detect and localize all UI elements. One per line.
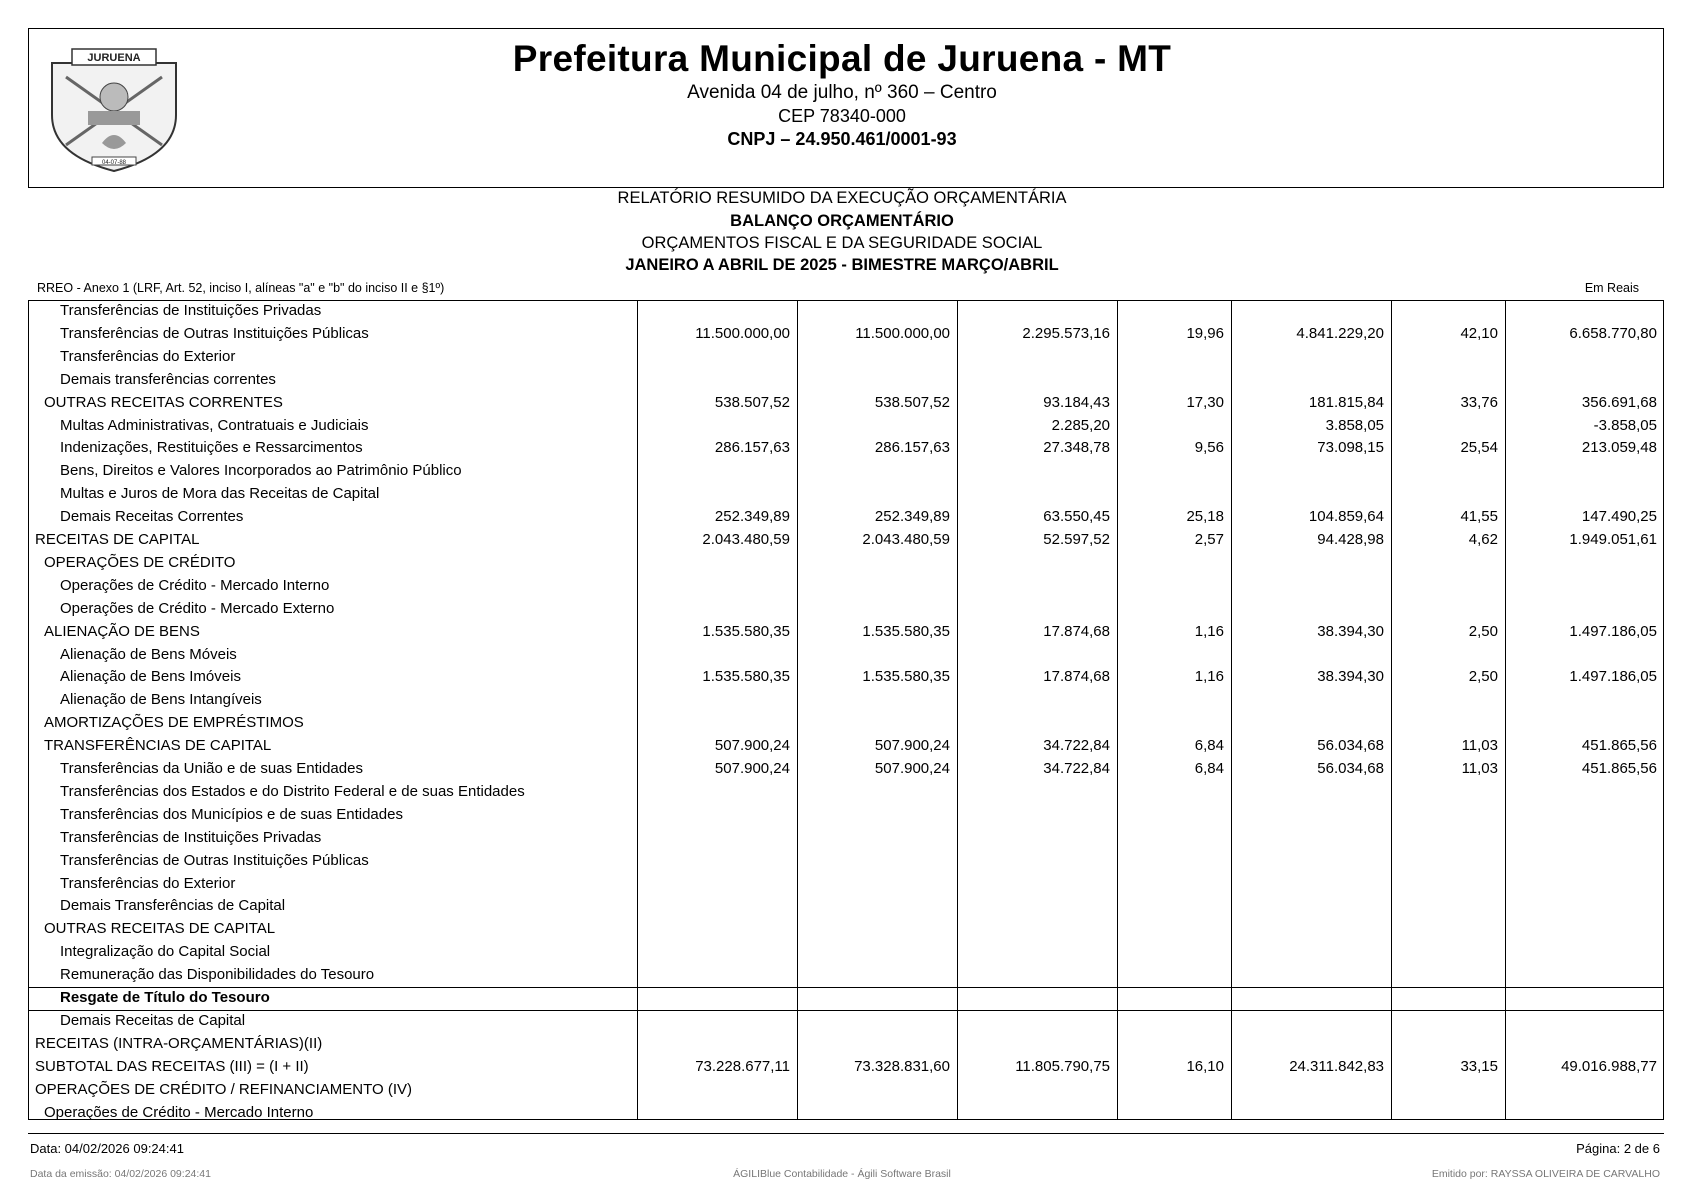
row-label: Operações de Crédito - Mercado Interno [44, 1103, 314, 1121]
row-label: Alienação de Bens Imóveis [60, 668, 241, 686]
table-row [28, 392, 1664, 415]
annex-reference: RREO - Anexo 1 (LRF, Art. 52, inciso I, alíneas "a" e "b" do inciso II e §1º) [37, 281, 445, 295]
table-row [28, 483, 1664, 506]
row-value-col-3: 63.550,45 [1043, 508, 1110, 526]
row-label: ALIENAÇÃO DE BENS [44, 622, 200, 640]
footer-page-number: Página: 2 de 6 [1576, 1141, 1660, 1156]
row-label: AMORTIZAÇÕES DE EMPRÉSTIMOS [44, 714, 304, 732]
row-value-col-6: 4,62 [1468, 531, 1498, 548]
table-row [28, 873, 1664, 896]
table-row [28, 1010, 1664, 1033]
row-value-col-1: 538.507,52 [714, 393, 790, 411]
table-row [28, 666, 1664, 689]
row-value-col-1: 507.900,24 [714, 737, 790, 755]
row-value-col-5: 38.394,30 [1317, 668, 1384, 686]
row-label: Demais Receitas Correntes [60, 508, 244, 526]
row-value-col-2: 252.349,89 [874, 508, 950, 526]
row-value-col-3: 2.285,20 [1051, 416, 1110, 434]
row-value-col-1: 1.535.580,35 [702, 668, 790, 686]
row-label: Demais transferências correntes [60, 370, 276, 388]
row-value-col-4: 6,84 [1194, 737, 1224, 755]
row-label: Transferências de Outras Instituições Públicas [60, 324, 369, 342]
row-label: OUTRAS RECEITAS CORRENTES [44, 393, 283, 411]
org-cep: CEP 78340-000 [778, 106, 906, 126]
row-label: Alienação de Bens Intangíveis [60, 691, 262, 709]
row-value-col-6: 2,50 [1468, 668, 1498, 686]
unit-label: Em Reais [1584, 281, 1639, 295]
table-row [28, 598, 1664, 621]
row-value-col-5: 104.859,64 [1308, 508, 1384, 526]
row-value-col-4: 17,30 [1186, 393, 1224, 411]
row-value-col-1: 507.900,24 [714, 760, 790, 777]
row-value-col-3: 27.348,78 [1043, 439, 1110, 457]
row-value-col-2: 1.535.580,35 [862, 668, 950, 686]
row-value-col-7: 213.059,48 [1581, 439, 1657, 457]
table-row [28, 621, 1664, 644]
table-row [28, 644, 1664, 667]
row-label: Remuneração das Disponibilidades do Tesouro [60, 966, 375, 984]
footer-date: Data: 04/02/2026 09:24:41 [30, 1141, 184, 1156]
table-row [28, 895, 1664, 918]
footer-divider [28, 1133, 1664, 1134]
row-value-col-5: 3.858,05 [1325, 416, 1384, 434]
row-value-col-6: 33,15 [1460, 1057, 1498, 1075]
table-row [28, 689, 1664, 712]
row-value-col-3: 52.597,52 [1043, 531, 1110, 548]
row-value-col-7: 356.691,68 [1581, 393, 1657, 411]
row-value-col-2: 538.507,52 [874, 393, 950, 411]
row-value-col-2: 2.043.480,59 [862, 531, 950, 548]
table-row [28, 415, 1664, 438]
table-row [28, 918, 1664, 941]
row-value-col-1: 252.349,89 [714, 508, 790, 526]
row-label: Bens, Direitos e Valores Incorporados ao Patrimônio Público [60, 462, 462, 480]
row-value-col-7: 6.658.770,80 [1569, 324, 1657, 342]
row-value-col-1: 11.500.000,00 [695, 324, 790, 342]
row-label: SUBTOTAL DAS RECEITAS (III) = (I + II) [35, 1057, 309, 1075]
report-subtitle: BALANÇO ORÇAMENTÁRIO [730, 212, 954, 230]
row-value-col-6: 11,03 [1461, 760, 1498, 777]
row-label: Integralização do Capital Social [60, 943, 271, 961]
row-value-col-6: 25,54 [1460, 439, 1498, 457]
table-row [28, 964, 1664, 987]
row-value-col-6: 11,03 [1461, 737, 1498, 755]
row-label: Transferências de Instituições Privadas [60, 302, 322, 319]
row-value-col-5: 56.034,68 [1317, 737, 1384, 755]
row-value-col-7: 147.490,25 [1581, 508, 1657, 526]
row-value-col-5: 24.311.842,83 [1289, 1057, 1384, 1075]
table-row [28, 712, 1664, 735]
table-row [28, 1056, 1664, 1079]
table-row [28, 804, 1664, 827]
row-value-col-2: 1.535.580,35 [862, 622, 950, 640]
org-title: Prefeitura Municipal de Juruena - MT [512, 38, 1172, 79]
row-value-col-3: 2.295.573,16 [1022, 324, 1110, 342]
table-row [28, 506, 1664, 529]
row-label: TRANSFERÊNCIAS DE CAPITAL [44, 737, 272, 755]
row-value-col-1: 73.228.677,11 [695, 1057, 790, 1075]
row-value-col-7: 1.949.051,61 [1569, 531, 1657, 548]
row-value-col-4: 2,57 [1194, 531, 1224, 548]
row-value-col-7: 451.865,56 [1581, 737, 1657, 755]
row-label: RECEITAS (INTRA-ORÇAMENTÁRIAS)(II) [35, 1034, 323, 1052]
report-title: RELATÓRIO RESUMIDO DA EXECUÇÃO ORÇAMENTÁRIA [617, 189, 1067, 207]
row-label: Indenizações, Restituições e Ressarcimentos [60, 439, 363, 457]
row-label: RECEITAS DE CAPITAL [35, 531, 200, 548]
row-value-col-4: 16,10 [1186, 1057, 1224, 1075]
row-value-col-4: 19,96 [1186, 324, 1224, 342]
row-value-col-7: -3.858,05 [1593, 416, 1657, 434]
logo-date: 04-07-88 [101, 160, 127, 166]
table-row [28, 346, 1664, 369]
table-row [28, 437, 1664, 460]
table-row [28, 552, 1664, 575]
row-label: Multas Administrativas, Contratuais e Judiciais [60, 416, 369, 434]
row-value-col-5: 38.394,30 [1317, 622, 1384, 640]
report-period: JANEIRO A ABRIL DE 2025 - BIMESTRE MARÇO/ABRIL [625, 256, 1059, 274]
row-value-col-2: 507.900,24 [874, 737, 950, 755]
row-label: Operações de Crédito - Mercado Interno [60, 576, 330, 594]
row-value-col-5: 56.034,68 [1317, 760, 1384, 777]
table-row [28, 1102, 1664, 1125]
table-row [28, 850, 1664, 873]
footer-software: ÁGILIBlue Contabilidade - Ágili Software Brasil [733, 1168, 951, 1180]
row-value-col-2: 507.900,24 [874, 760, 950, 777]
table-row [28, 575, 1664, 598]
row-value-col-2: 286.157,63 [874, 439, 950, 457]
row-value-col-2: 11.500.000,00 [855, 324, 950, 342]
row-value-col-4: 1,16 [1194, 622, 1224, 640]
row-value-col-1: 1.535.580,35 [702, 622, 790, 640]
row-label: Transferências da União e de suas Entidades [60, 760, 363, 777]
org-address: Avenida 04 de julho, nº 360 – Centro [687, 82, 997, 103]
row-value-col-3: 11.805.790,75 [1015, 1057, 1110, 1075]
row-label: Resgate de Título do Tesouro [60, 989, 270, 1006]
row-value-col-5: 181.815,84 [1308, 393, 1384, 411]
row-value-col-3: 34.722,84 [1043, 737, 1110, 755]
row-label: Transferências dos Municípios e de suas Entidades [60, 805, 403, 823]
row-value-col-6: 41,55 [1460, 508, 1498, 526]
row-value-col-3: 17.874,68 [1043, 668, 1110, 686]
row-separator [28, 987, 1664, 988]
row-label: Transferências de Outras Instituições Públicas [60, 851, 369, 869]
row-value-col-5: 73.098,15 [1317, 439, 1384, 457]
table-row [28, 369, 1664, 392]
row-value-col-7: 1.497.186,05 [1569, 622, 1657, 640]
row-value-col-3: 34.722,84 [1043, 760, 1110, 777]
row-value-col-6: 2,50 [1468, 622, 1498, 640]
row-value-col-6: 42,10 [1460, 324, 1498, 342]
row-label: OPERAÇÕES DE CRÉDITO [44, 553, 236, 571]
row-value-col-3: 93.184,43 [1043, 393, 1110, 411]
table-row [28, 323, 1664, 346]
row-value-col-4: 1,16 [1194, 668, 1224, 686]
row-value-col-3: 17.874,68 [1043, 622, 1110, 640]
row-value-col-4: 9,56 [1194, 439, 1224, 457]
row-label: Demais Transferências de Capital [60, 897, 286, 915]
row-label: Transferências do Exterior [60, 347, 236, 365]
footer-issuer: Emitido por: RAYSSA OLIVEIRA DE CARVALHO [1431, 1168, 1660, 1180]
row-value-col-1: 286.157,63 [714, 439, 790, 457]
table-row [28, 1079, 1664, 1102]
row-label: Demais Receitas de Capital [60, 1011, 246, 1029]
logo-text: JURUENA [87, 52, 141, 64]
table-row [28, 758, 1664, 781]
table-row [28, 735, 1664, 758]
row-value-col-4: 6,84 [1194, 760, 1224, 777]
row-value-col-5: 94.428,98 [1317, 531, 1384, 548]
row-label: OPERAÇÕES DE CRÉDITO / REFINANCIAMENTO (IV) [35, 1080, 412, 1098]
row-label: Alienação de Bens Móveis [60, 645, 237, 663]
row-value-col-7: 1.497.186,05 [1569, 668, 1657, 686]
row-value-col-5: 4.841.229,20 [1296, 324, 1384, 342]
row-value-col-6: 33,76 [1460, 393, 1498, 411]
report-scope: ORÇAMENTOS FISCAL E DA SEGURIDADE SOCIAL [641, 234, 1043, 252]
table-row [28, 1033, 1664, 1056]
row-label: OUTRAS RECEITAS DE CAPITAL [44, 920, 276, 938]
row-value-col-7: 451.865,56 [1581, 760, 1657, 777]
row-value-col-4: 25,18 [1186, 508, 1224, 526]
org-cnpj: CNPJ – 24.950.461/0001-93 [727, 129, 957, 149]
row-label: Transferências do Exterior [60, 874, 236, 892]
table-row [28, 781, 1664, 804]
table-row [28, 987, 1664, 1010]
row-value-col-2: 73.328.831,60 [854, 1057, 950, 1075]
row-value-col-7: 49.016.988,77 [1561, 1057, 1657, 1075]
table-row [28, 300, 1664, 323]
table-row [28, 529, 1664, 552]
row-value-col-1: 2.043.480,59 [702, 531, 790, 548]
table-row [28, 827, 1664, 850]
table-row [28, 460, 1664, 483]
footer-emission-date: Data da emissão: 04/02/2026 09:24:41 [30, 1168, 211, 1180]
row-label: Transferências de Instituições Privadas [60, 828, 322, 846]
row-label: Operações de Crédito - Mercado Externo [60, 599, 335, 617]
row-label: Transferências dos Estados e do Distrito Federal e de suas Entidades [60, 782, 525, 800]
table-row [28, 941, 1664, 964]
row-label: Multas e Juros de Mora das Receitas de Capital [60, 485, 380, 503]
